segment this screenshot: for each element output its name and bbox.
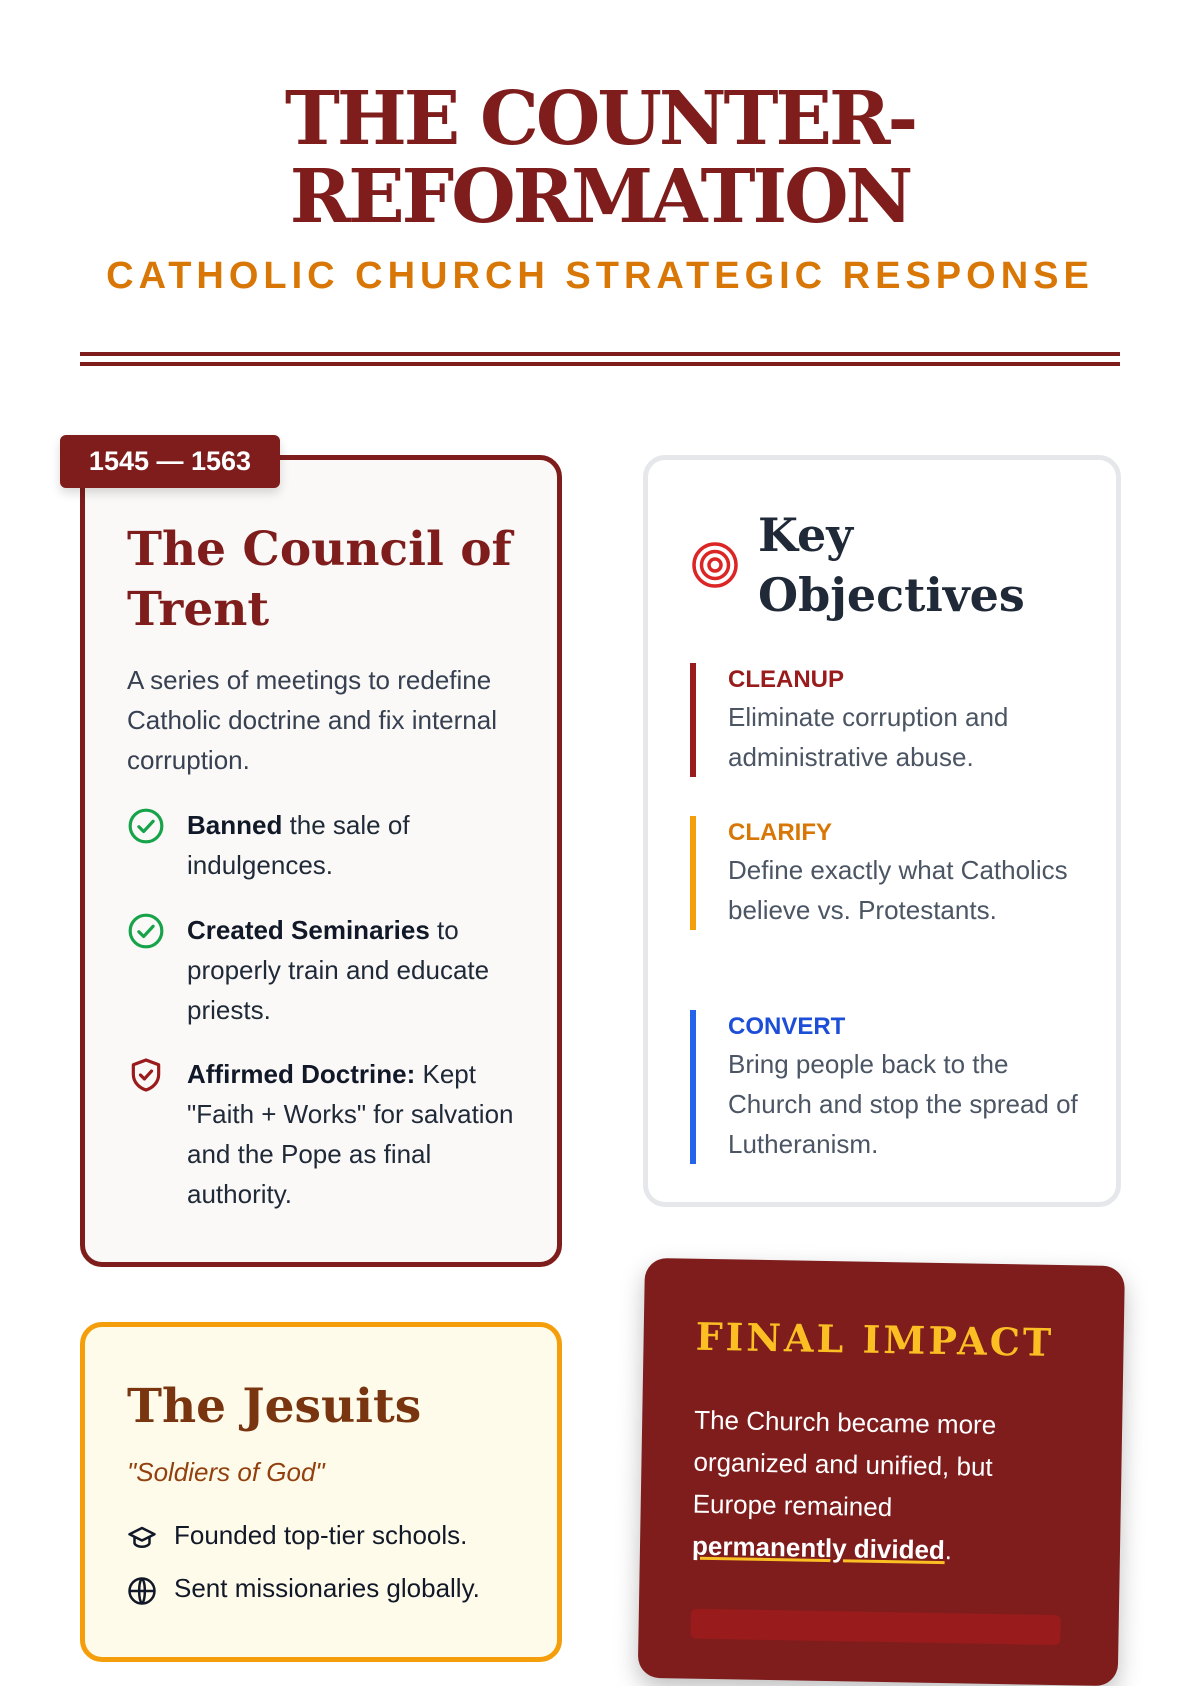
objective-item <box>690 816 1080 930</box>
objective-text: Eliminate corruption and administrative abuse. <box>728 702 1009 772</box>
title-line-1: THE COUNTER- <box>284 76 916 162</box>
objective-label: CLEANUP <box>728 666 845 693</box>
council-item <box>127 805 527 885</box>
check-circle-icon <box>127 807 165 845</box>
council-item-bold: Affirmed Doctrine: <box>187 1059 416 1089</box>
objective-item <box>690 1010 1080 1164</box>
header-divider-top <box>80 352 1120 356</box>
council-item-text: Kept "Faith + Works" for salvation and the Pope as final authority. <box>187 1059 514 1209</box>
objective-text: Bring people back to the Church and stop the spread of Lutheranism. <box>728 1049 1078 1159</box>
impact-card <box>638 1258 1125 1686</box>
check-circle-icon <box>127 912 165 950</box>
council-item-text: the sale of indulgences. <box>187 810 410 880</box>
impact-text-after: . <box>944 1535 953 1566</box>
objectives-card <box>643 455 1121 1207</box>
globe-icon <box>127 1576 157 1606</box>
council-item-text: to properly train and educate priests. <box>187 915 490 1025</box>
jesuits-item <box>127 1570 537 1606</box>
council-title: The Council of Trent <box>127 522 512 637</box>
shield-check-icon <box>127 1056 165 1094</box>
jesuits-title: The Jesuits <box>127 1379 422 1434</box>
council-item-bold: Created Seminaries <box>187 915 430 945</box>
impact-highlight: permanently divided <box>691 1530 946 1566</box>
jesuits-card <box>80 1322 562 1662</box>
objectives-title: Key Objectives <box>758 508 1025 622</box>
target-icon <box>690 540 740 590</box>
jesuits-item <box>127 1517 537 1553</box>
title-line-2: REFORMATION <box>289 154 911 240</box>
council-item <box>127 910 527 1030</box>
council-card <box>80 455 562 1267</box>
council-description: A series of meetings to redefine Catholic doctrine and fix internal corruption. <box>127 665 497 775</box>
impact-heading: FINAL IMPACT <box>695 1313 1055 1365</box>
council-date-badge: 1545 — 1563 <box>60 435 280 488</box>
impact-text-before: The Church became more organized and unified, but Europe remained <box>692 1404 997 1523</box>
objective-label: CLARIFY <box>728 819 832 846</box>
objective-item <box>690 663 1080 777</box>
impact-text <box>692 1399 1055 1573</box>
graduation-cap-icon <box>127 1523 157 1553</box>
jesuits-item-text: Founded top-tier schools. <box>174 1520 468 1550</box>
council-item-bold: Banned <box>187 810 283 840</box>
header-divider-bottom <box>80 362 1120 366</box>
jesuits-item-text: Sent missionaries globally. <box>174 1573 480 1603</box>
page-subtitle: CATHOLIC CHURCH STRATEGIC RESPONSE <box>106 255 1094 297</box>
page-title <box>0 76 1200 240</box>
objective-text: Define exactly what Catholics believe vs. Protestants. <box>728 855 1068 925</box>
jesuits-motto: "Soldiers of God" <box>127 1457 325 1487</box>
impact-footer-bar <box>690 1609 1060 1645</box>
objective-label: CONVERT <box>728 1013 846 1040</box>
council-item <box>127 1054 527 1214</box>
